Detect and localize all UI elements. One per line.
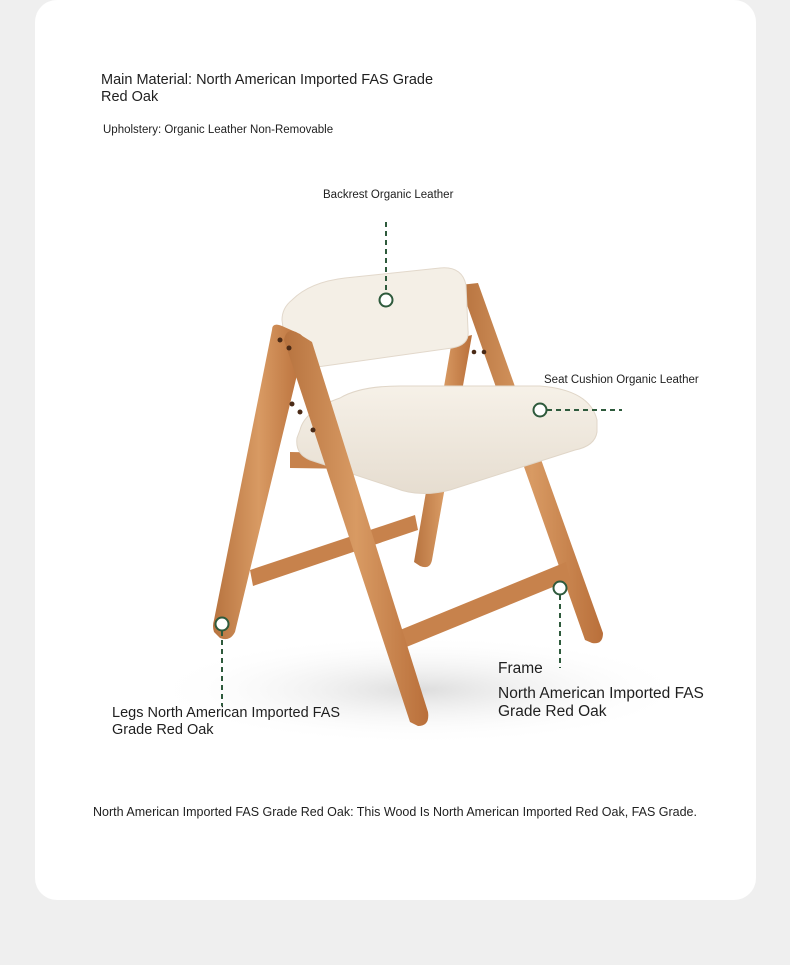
frame-label: Frame xyxy=(498,660,543,677)
upholstery-note: Upholstery: Organic Leather Non-Removable xyxy=(103,124,334,136)
main-material-heading: Main Material: North American Imported FAS Grade Red Oak xyxy=(101,72,434,105)
seat-cushion-label: Seat Cushion Organic Leather xyxy=(544,374,699,386)
frame-description: North American Imported FAS Grade Red Oak xyxy=(498,685,704,720)
legs-label: Legs North American Imported FAS Grade Red Oak xyxy=(112,705,341,738)
footer-note: North American Imported FAS Grade Red Oak: This Wood Is North American Imported Red Oak, FAS Grade. xyxy=(93,805,697,819)
backrest-label: Backrest Organic Leather xyxy=(323,189,454,201)
